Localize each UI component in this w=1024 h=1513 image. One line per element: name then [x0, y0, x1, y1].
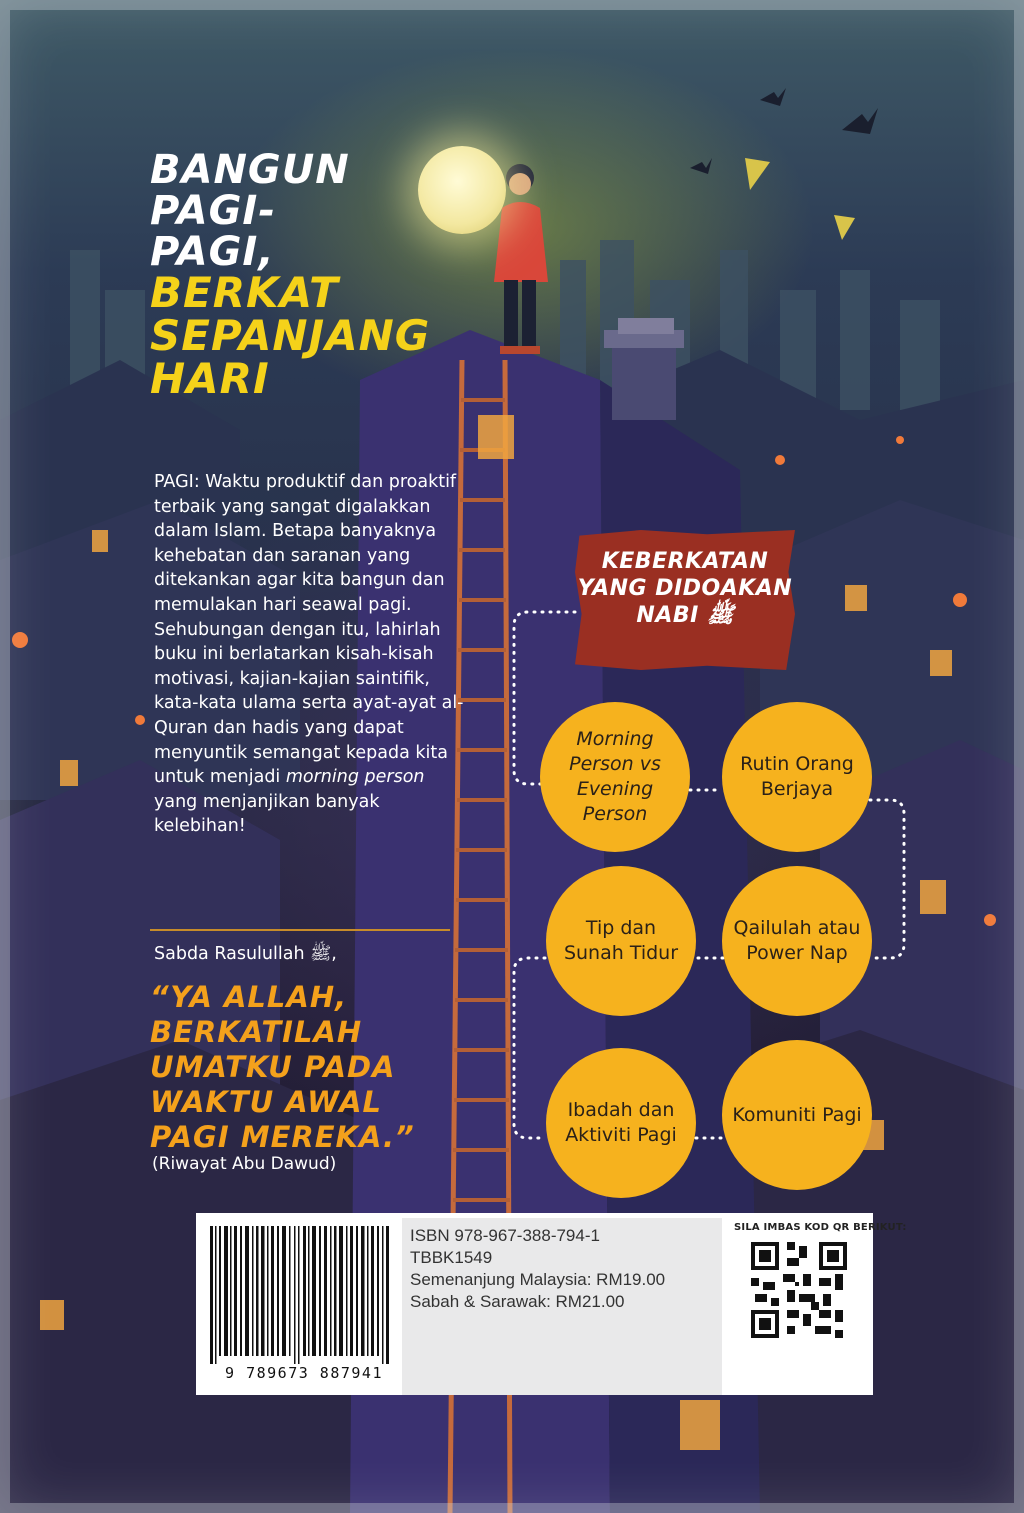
- topic-circle-3: Tip dan Sunah Tidur: [546, 866, 696, 1016]
- title-line-4: SEPANJANG: [150, 311, 431, 361]
- synopsis-emphasis: morning person: [285, 767, 425, 788]
- product-code: TBBK1549: [410, 1248, 493, 1267]
- banner-line-3: NABI ﷺ: [636, 603, 734, 628]
- qr-code: [751, 1242, 847, 1338]
- title-line-5: HARI: [150, 354, 270, 404]
- qr-label: SILA IMBAS KOD QR BERIKUT:: [734, 1222, 907, 1233]
- topic-circle-5: Ibadah dan Aktiviti Pagi: [546, 1048, 696, 1198]
- topic-circle-4: Qailulah atau Power Nap: [722, 866, 872, 1016]
- banner-line-2: YANG DIDOAKAN: [577, 576, 793, 601]
- topic-circle-2: Rutin Orang Berjaya: [722, 702, 872, 852]
- hadith-intro: Sabda Rasulullah ﷺ,: [154, 944, 337, 964]
- hadith-quote: “YA ALLAH, BERKATILAH UMATKU PADA WAKTU AWAL PAGI MEREKA.”: [150, 980, 415, 1154]
- title-line-3: BERKAT: [150, 268, 339, 318]
- price-peninsular: Semenanjung Malaysia: RM19.00: [410, 1270, 666, 1289]
- hadith-source: (Riwayat Abu Dawud): [152, 1154, 337, 1174]
- book-info-text: [410, 1225, 665, 1313]
- barcode-bars: [200, 1218, 404, 1364]
- title-line-1: BANGUN: [150, 147, 350, 193]
- title-line-2: PAGI-PAGI,: [150, 187, 276, 275]
- isbn: ISBN 978-967-388-794-1: [410, 1226, 600, 1245]
- topic-circle-6: Komuniti Pagi: [722, 1040, 872, 1190]
- synopsis-main: PAGI: Waktu produktif dan proaktif terbaik yang sangat digalakkan dalam Islam. Betapa banyaknya kehebatan dan saranan yang ditekankan agar kita bangun dan memulakan hari seawal pagi. Sehubungan dengan itu, lahirlah buku ini berlatarkan kisah-kisah motivasi, kajian-kajian saintifik, kata-kata ulama serta ayat-ayat al-Quran dan hadis yang dapat menyuntik semangat kepada kita untuk menjadi: [154, 472, 464, 788]
- synopsis-tail: yang menjanjikan banyak kelebihan!: [154, 791, 380, 837]
- price-east-malaysia: Sabah & Sarawak: RM21.00: [410, 1292, 625, 1311]
- barcode-number: 9 789673 887941: [225, 1364, 383, 1382]
- banner-line-1: KEBERKATAN: [601, 549, 769, 574]
- topic-circle-1: Morning Person vs Evening Person: [540, 702, 690, 852]
